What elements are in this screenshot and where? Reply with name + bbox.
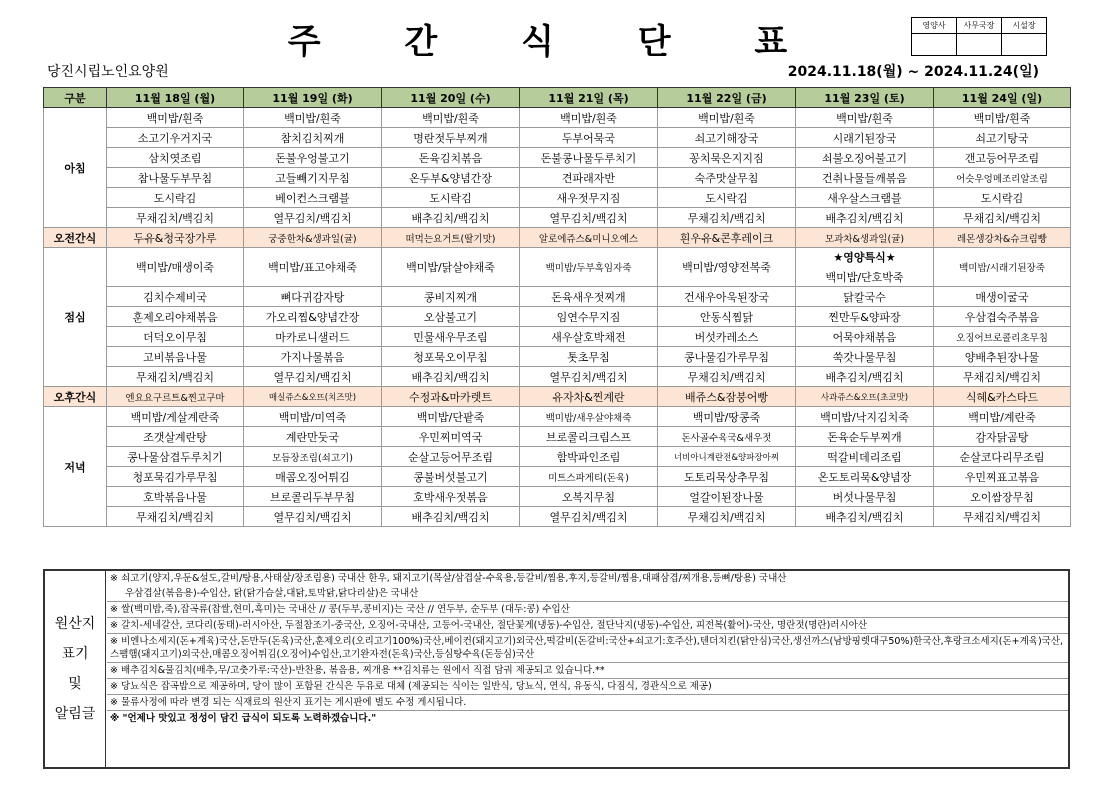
snack-cell: 사과쥬스&오뜨(초코맛) [796,387,934,407]
menu-cell: 콩나물김가루무침 [658,347,796,367]
approval-label: 사무국장 [957,18,1002,34]
menu-cell: 닭칼국수 [796,287,934,307]
menu-cell: 너비아니계란전&양파장아찌 [658,447,796,467]
snack-cell: 매실쥬스&오뜨(치즈맛) [244,387,382,407]
menu-cell: 백미밥/매생이죽 [107,248,244,287]
menu-cell: 돈불콩나물두루치기 [520,148,658,168]
dinner-row [44,487,1071,507]
menu-cell: 새우살호박채전 [520,327,658,347]
menu-cell: 백미밥/닭살야채죽 [382,248,520,287]
signature-cell [912,34,957,56]
header-cell: 11월 18일 (월) [107,88,244,108]
notes-line: ※ 갈치-세네갈산, 코다리(동태)-러시아산, 두절참조기-중국산, 오징어-국내산, 고등어-국내산, 절단꽃게(냉동)-수입산, 절단낙지(냉동)-수입산, 피전복(활어)-국산, 명란젓(명란)러시아산 [107,618,1068,634]
menu-cell: 얼갈이된장나물 [658,487,796,507]
menu-cell: 오이쌈장무침 [934,487,1071,507]
menu-cell: 우삼겹숙주볶음 [934,307,1071,327]
menu-cell: 삼치엿조림 [107,148,244,168]
snack-label: 오전간식 [44,228,107,248]
notes-side-text: 알림글 [54,706,96,722]
menu-cell: 배추김치/백김치 [796,367,934,387]
menu-cell: 도시락김 [658,188,796,208]
menu-cell: 오삼불고기 [382,307,520,327]
menu-cell: 백미밥/낙지김치죽 [796,407,934,427]
menu-cell: 도토리묵상추무침 [658,467,796,487]
menu-cell: 백미밥/영양전복죽 [658,248,796,287]
menu-cell: 숙주맛살무침 [658,168,796,188]
menu-cell: 열무김치/백김치 [244,367,382,387]
menu-cell: 민물새우무조림 [382,327,520,347]
lunch-row [44,307,1071,327]
menu-cell: 훈제오리야채볶음 [107,307,244,327]
snack-cell: 떠먹는요거트(딸기맛) [382,228,520,248]
menu-cell: 브로콜리두부무침 [244,487,382,507]
notes-section [43,569,1070,769]
menu-cell: 호박새우젓볶음 [382,487,520,507]
special-meal-title: ★영양특식★ [833,251,896,264]
approval-label: 영양사 [912,18,957,34]
menu-cell: 톳초무침 [520,347,658,367]
header-cell: 11월 24일 (일) [934,88,1071,108]
breakfast-row [44,168,1071,188]
menu-cell: 돈불우엉불고기 [244,148,382,168]
dinner-row [44,407,1071,427]
menu-cell: 배추김치/백김치 [382,208,520,228]
menu-cell: 고들빼기지무침 [244,168,382,188]
menu-cell: 순살고등어무조림 [382,447,520,467]
menu-cell: 버섯나물무침 [796,487,934,507]
weekly-menu-table [43,87,1071,527]
menu-cell: 순살코다리무조림 [934,447,1071,467]
menu-period: 2024.11.18(월) ~ 2024.11.24(일) [787,64,1039,80]
menu-cell: 쇠불오징어불고기 [796,148,934,168]
dinner-row [44,467,1071,487]
menu-cell: 계란만둣국 [244,427,382,447]
menu-cell: 백미밥/땅콩죽 [658,407,796,427]
menu-cell: 브로콜리크림스프 [520,427,658,447]
menu-cell: 시래기된장국 [796,128,934,148]
notes-lines [107,571,1068,726]
menu-cell [796,248,934,287]
snack-cell: 알로에쥬스&미니오예스 [520,228,658,248]
snack-cell: 궁중한차&생과일(귤) [244,228,382,248]
menu-cell: 돈사골수육국&새우젓 [658,427,796,447]
snack-cell: 모과차&생과일(귤) [796,228,934,248]
menu-cell: 매콤오징어튀김 [244,467,382,487]
menu-cell: 백미밥/흰죽 [934,108,1071,128]
menu-cell: 견파래자반 [520,168,658,188]
menu-cell: 쑥갓나물무침 [796,347,934,367]
notes-line: ※ 배추김치&물김치(배추,무/고춧가루:국산)-반찬용, 볶음용, 찌개용 **김치류는 원에서 직접 담궈 제공되고 있습니다.** [107,663,1068,679]
menu-cell: 호박볶음나물 [107,487,244,507]
am-snack-row [44,228,1071,248]
header-cell: 구분 [44,88,107,108]
notes-line: ※ "언제나 맛있고 정성이 담긴 급식이 되도록 노력하겠습니다." [110,713,377,724]
menu-cell: 백미밥/새우살야채죽 [520,407,658,427]
menu-cell: 떡갈비데리조림 [796,447,934,467]
menu-cell: 임연수무지짐 [520,307,658,327]
menu-cell: 배추김치/백김치 [796,208,934,228]
menu-cell: 가지나물볶음 [244,347,382,367]
menu-cell: 백미밥/계란죽 [934,407,1071,427]
menu-cell: 양배추된장나물 [934,347,1071,367]
lunch-row [44,327,1071,347]
menu-cell: 백미밥/미역죽 [244,407,382,427]
signature-cell [1002,34,1047,56]
menu-cell: 온두부&양념간장 [382,168,520,188]
menu-cell: 무채김치/백김치 [658,367,796,387]
menu-cell: 열무김치/백김치 [244,507,382,527]
menu-cell: 김치수제비국 [107,287,244,307]
lunch-row [44,367,1071,387]
header-cell: 11월 22일 (금) [658,88,796,108]
menu-cell: 백미밥/표고야채죽 [244,248,382,287]
menu-cell: 건새우아욱된장국 [658,287,796,307]
menu-cell: 안동식찜닭 [658,307,796,327]
menu-cell: 돈육김치볶음 [382,148,520,168]
breakfast-row [44,148,1071,168]
notes-side-text: 및 [68,676,82,692]
menu-cell: 우민찌표고볶음 [934,467,1071,487]
breakfast-row [44,208,1071,228]
notes-side-text: 표기 [61,646,89,662]
snack-cell: 레몬생강차&슈크림빵 [934,228,1071,248]
menu-cell: 무채김치/백김치 [107,208,244,228]
snack-label: 오후간식 [44,387,107,407]
lunch-row [44,248,1071,287]
menu-cell: 무채김치/백김치 [658,208,796,228]
breakfast-row [44,108,1071,128]
menu-cell: 가오리찜&양념간장 [244,307,382,327]
menu-cell: 백미밥/흰죽 [796,108,934,128]
menu-cell: 도시락김 [382,188,520,208]
menu-cell: 더덕오이무침 [107,327,244,347]
menu-cell: 콩비지찌개 [382,287,520,307]
menu-cell: 청포묵김가루무침 [107,467,244,487]
pm-snack-row [44,387,1071,407]
menu-cell: 조갯살계란탕 [107,427,244,447]
menu-cell: 참나물두부무침 [107,168,244,188]
lunch-row [44,287,1071,307]
notes-side-text: 원산지 [54,616,96,632]
menu-cell: 어슷우엉메조리알조림 [934,168,1071,188]
signature-cell [957,34,1002,56]
menu-cell: 우민찌미역국 [382,427,520,447]
menu-cell: 버섯카레소스 [658,327,796,347]
meal-label: 아침 [44,108,107,228]
menu-cell: 열무김치/백김치 [520,208,658,228]
menu-cell: 뼈다귀감자탕 [244,287,382,307]
menu-cell: 백미밥/흰죽 [520,108,658,128]
snack-cell: 배쥬스&잠붕어빵 [658,387,796,407]
dinner-row [44,427,1071,447]
notes-line: 우삼겹살(볶음용)-수입산, 닭(닭가슴살,대닭,토막닭,닭다리살)은 국내산 [107,586,1068,602]
menu-cell: 청포묵오이무침 [382,347,520,367]
approval-label: 시설장 [1002,18,1047,34]
menu-cell: 무채김치/백김치 [934,507,1071,527]
notes-line: ※ 물류사정에 따라 변경 되는 식재료의 원산지 표기는 게시판에 별도 수정 게시됩니다. [107,695,1068,711]
menu-cell: 무채김치/백김치 [658,507,796,527]
breakfast-row [44,188,1071,208]
header-cell: 11월 21일 (목) [520,88,658,108]
menu-cell: 돈육새우젓찌개 [520,287,658,307]
menu-cell: 미트스파게티(돈육) [520,467,658,487]
menu-cell: 어묵야채볶음 [796,327,934,347]
menu-cell: 마카로니샐러드 [244,327,382,347]
menu-cell: 백미밥/두부흑임자죽 [520,248,658,287]
menu-cell: 새우젓무지짐 [520,188,658,208]
snack-cell: 엔요요구르트&찐고구마 [107,387,244,407]
page-title: 주 간 식 단 표 [287,22,824,62]
menu-cell: 백미밥/단팥죽 [382,407,520,427]
breakfast-row [44,128,1071,148]
snack-cell: 두유&청국장가루 [107,228,244,248]
menu-cell: 모듬장조림(쇠고기) [244,447,382,467]
approval-box [911,17,1047,56]
menu-cell: 오복지무침 [520,487,658,507]
menu-cell: 무채김치/백김치 [934,367,1071,387]
header-row [44,88,1071,108]
menu-cell: 베이컨스크램블 [244,188,382,208]
menu-cell: 쇠고기탕국 [934,128,1071,148]
menu-cell: 무채김치/백김치 [107,507,244,527]
menu-cell: 소고기우거지국 [107,128,244,148]
menu-cell: 고비볶음나물 [107,347,244,367]
menu-cell: 도시락김 [934,188,1071,208]
menu-cell: 배추김치/백김치 [382,507,520,527]
menu-cell: 함박파인조림 [520,447,658,467]
snack-cell: 수정과&마카렛트 [382,387,520,407]
header-cell: 11월 23일 (토) [796,88,934,108]
notes-line: ※ 쌀(백미밥,죽),잡곡류(찹쌀,현미,흑미)는 국내산 // 콩(두부,콩비지)는 국산 // 연두부, 순두부 (대두:콩) 수입산 [107,602,1068,618]
menu-cell: 꽁치묵은지지짐 [658,148,796,168]
menu-cell: 백미밥/흰죽 [244,108,382,128]
menu-cell: 명란젓두부찌개 [382,128,520,148]
menu-cell: 백미밥/게살계란죽 [107,407,244,427]
snack-cell: 유자차&찐계란 [520,387,658,407]
menu-cell: 배추김치/백김치 [796,507,934,527]
menu-cell: 감자닭곰탕 [934,427,1071,447]
snack-cell: 흰우유&콘후레이크 [658,228,796,248]
menu-cell: 백미밥/흰죽 [107,108,244,128]
meal-label: 점심 [44,248,107,387]
menu-cell: 새우살스크램블 [796,188,934,208]
menu-cell: 찐만두&양파장 [796,307,934,327]
notes-line: ※ 쇠고기(양지,우둔&설도,갈비/탕용,사태살/장조림용) 국내산 한우, 돼지고기(목살/삼겹살-수육용,등갈비/찜용,후지,등갈비/찜용,대패삼겹/찌개용,등뼈/탕용) 국내산 [110,573,787,584]
notes-line: ※ 비엔나소세지(돈+계육)국산,돈만두(돈육)국산,훈제오리(오리고기100%)국산,베이컨(돼지고기)외국산,떡갈비(돈갈비:국산+쇠고기:호주산),텐더치킨(닭안심)국산,생선까스(남방핑렛대구50%)한국산,후랑크소세지(돈+계육)국산,스팸햄(돼지고기)외국산,매콤오징어튀김(오징어)수입산,고기완자전(돈육)국산,등심탕수육(돈등심)국산 [107,634,1068,663]
organization-name: 당진시립노인요양원 [47,64,169,80]
menu-cell: 열무김치/백김치 [244,208,382,228]
menu-cell: 돈육순두부찌개 [796,427,934,447]
header-cell: 11월 20일 (수) [382,88,520,108]
notes-side-label [45,571,106,767]
menu-cell: 건취나물들깨볶음 [796,168,934,188]
menu-cell: 열무김치/백김치 [520,367,658,387]
meal-label: 저녁 [44,407,107,527]
menu-cell: 콩나물삼겹두루치기 [107,447,244,467]
menu-cell: 두부어묵국 [520,128,658,148]
menu-cell: 배추김치/백김치 [382,367,520,387]
menu-cell: 참치김치찌개 [244,128,382,148]
dinner-row [44,447,1071,467]
menu-cell: 백미밥/시래기된장죽 [934,248,1071,287]
header-cell: 11월 19일 (화) [244,88,382,108]
menu-cell: 오징어브로콜리초무침 [934,327,1071,347]
menu-cell: 무채김치/백김치 [107,367,244,387]
snack-cell: 식혜&카스타드 [934,387,1071,407]
menu-cell: 도시락김 [107,188,244,208]
notes-line: ※ 당뇨식은 잡곡밥으로 제공하며, 당이 많이 포함된 간식은 두유로 대체 (제공되는 식이는 일반식, 당뇨식, 연식, 유동식, 다짐식, 경관식으로 제공) [107,679,1068,695]
menu-cell: 매생이굴국 [934,287,1071,307]
lunch-row [44,347,1071,367]
menu-cell: 백미밥/흰죽 [658,108,796,128]
menu-cell: 백미밥/흰죽 [382,108,520,128]
menu-cell: 갠고등어무조림 [934,148,1071,168]
special-meal-porridge: 백미밥/단호박죽 [825,271,904,284]
menu-cell: 콩불버섯불고기 [382,467,520,487]
dinner-row [44,507,1071,527]
menu-cell: 온도토리묵&양념장 [796,467,934,487]
menu-cell: 쇠고기해장국 [658,128,796,148]
menu-cell: 무채김치/백김치 [934,208,1071,228]
menu-cell: 열무김치/백김치 [520,507,658,527]
